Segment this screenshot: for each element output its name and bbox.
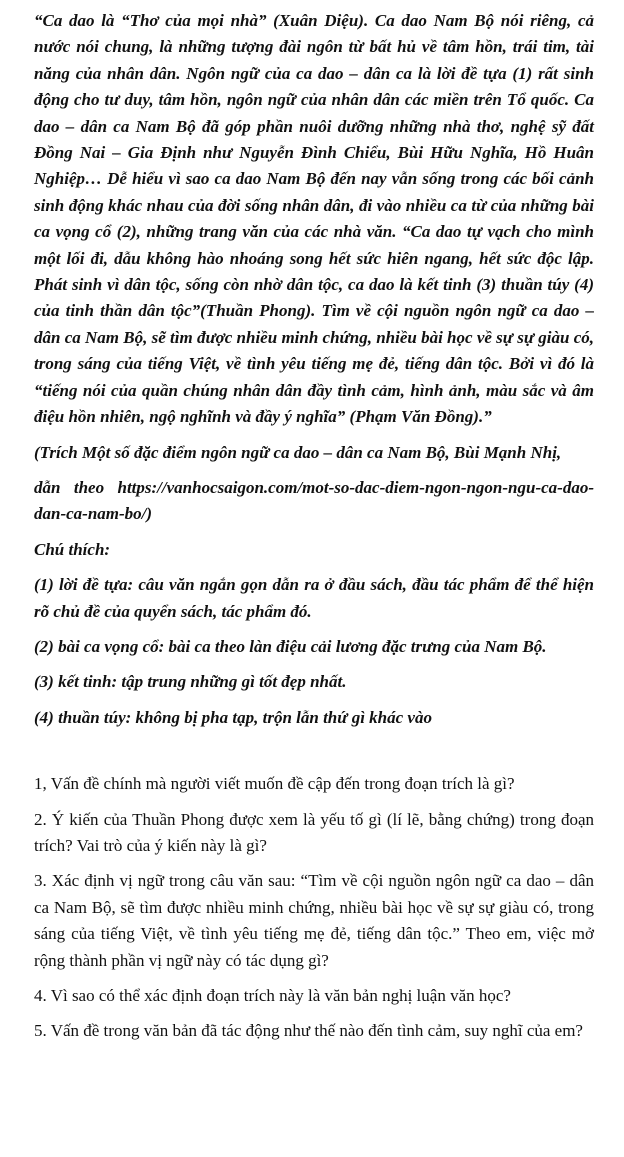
question-list — [34, 771, 594, 1045]
question-3: 3. Xác định vị ngữ trong câu văn sau: “Tìm về cội nguồn ngôn ngữ ca dao – dân ca Nam Bộ, sẽ tìm được nhiều minh chứng, nhiều bài học về sự sự giàu có, trong sáng của tiếng Việt, về tình yêu tiếng mẹ đẻ, tiếng dân tộc.” Theo em, việc mở rộng thành phần vị ngữ này có tác dụng gì? — [34, 871, 594, 970]
note-4: (4) thuần túy: không bị pha tạp, trộn lẫn thứ gì khác vào — [34, 707, 432, 727]
note-3: (3) kết tinh: tập trung những gì tốt đẹp nhất. — [34, 672, 347, 692]
question-4: 4. Vì sao có thể xác định đoạn trích này là văn bản nghị luận văn học? — [34, 986, 511, 1005]
question-1: 1, Vấn đề chính mà người viết muốn đề cập đến trong đoạn trích là gì? — [34, 774, 515, 794]
note-2: (2) bài ca vọng cổ: bài ca theo làn điệu cải lương đặc trưng của Nam Bộ. — [34, 636, 547, 656]
question-5: 5. Vấn đề trong văn bản đã tác động như thế nào đến tình cảm, suy nghĩ của em? — [34, 1021, 583, 1041]
reading-passage — [34, 8, 594, 731]
notes-title: Chú thích: — [34, 539, 111, 559]
note-1: (1) lời đề tựa: câu văn ngắn gọn dẫn ra ở đầu sách, đầu tác phẩm để thể hiện rõ chủ đề của quyển sách, tác phẩm đó. — [34, 575, 594, 621]
passage-source-line-1: (Trích Một số đặc điểm ngôn ngữ ca dao – dân ca Nam Bộ, Bùi Mạnh Nhị, — [34, 442, 562, 462]
passage-main-text: “Ca dao là “Thơ của mọi nhà” (Xuân Diệu). Ca dao Nam Bộ nói riêng, cả nước nói chung, là những tượng đài ngôn từ bất hủ về tâm hồn, trái tim, tài năng của nhân dân. Ngôn ngữ của ca dao – dân ca là lời đề tựa (1) rất sinh động cho tư duy, tâm hồn, ngôn ngữ của nhân dân các miền trên Tổ quốc. Ca dao – dân ca Nam Bộ đã góp phần nuôi dưỡng những nhà thơ, nghệ sỹ đất Đồng Nai – Gia Định như Nguyễn Đình Chiểu, Bùi Hữu Nghĩa, Hồ Huân Nghiệp… Dễ hiểu vì sao ca dao Nam Bộ đến nay vẫn sống trong các bối cảnh sinh động khác nhau của đời sống nhân dân, đi vào nhiều ca từ của những bài ca vọng cổ (2), những trang văn của các nhà văn. “Ca dao tự vạch cho mình một lối đi, dẫu không hào nhoáng song hết sức hiên ngang, hết sức độc lập. Phát sinh vì dân tộc, sống còn nhờ dân tộc, ca dao là kết tinh (3) thuần túy (4) của tinh thần dân tộc”(Thuần Phong). Tìm về cội nguồn ngôn ngữ ca dao – dân ca Nam Bộ, sẽ tìm được nhiều minh chứng, nhiều bài học về sự sự giàu có, trong sáng của tiếng Việt, về tình yêu tiếng mẹ đẻ, tiếng dân tộc. Bởi vì đó là “tiếng nói của quần chúng nhân dân đầy tình cảm, hình ảnh, màu sắc và âm điệu hồn nhiên, ngộ nghĩnh và đầy ý nghĩa” (Phạm Văn Đồng).” — [34, 11, 594, 427]
question-2: 2. Ý kiến của Thuần Phong được xem là yếu tố gì (lí lẽ, bằng chứng) trong đoạn trích? Vai trò của ý kiến này là gì? — [34, 809, 594, 855]
passage-source-line-2: dẫn theo https://vanhocsaigon.com/mot-so-dac-diem-ngon-ngon-ngu-ca-dao-dan-ca-nam-bo/) — [34, 477, 594, 524]
